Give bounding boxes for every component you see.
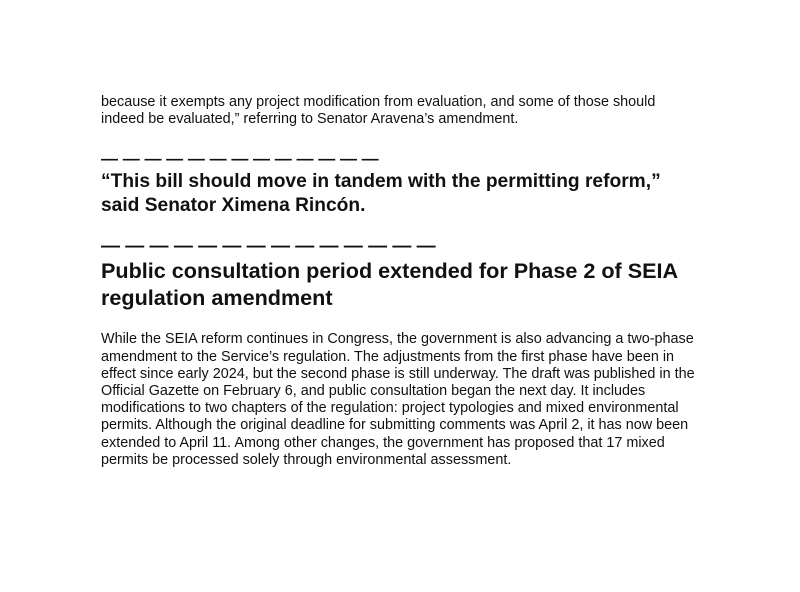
main-paragraph: While the SEIA reform continues in Congress, the government is also advancing a two-phase amendment to the Service’s regulation. The adjustments from the first phase have been in effect since early 2024, but the second phase is still underway. The draft was published in the Official Gazette on February 6, and public consultation began the next day. It includes modifications to two chapters of the regulation: project typologies and mixed environmental permits. Although the original deadline for submitting comments was April 2, it has now been extended to April 11. Among other changes, the government has proposed that 17 mixed permits be processed solely through environmental assessment. xyxy=(101,331,695,468)
pull-quote: “This bill should move in tandem with the permitting reform,” said Senator Ximena Rincón. xyxy=(101,171,661,216)
section-heading: Public consultation period extended for Phase 2 of SEIA regulation amendment xyxy=(101,258,678,311)
section-divider: — — — — — — — — — — — — — — xyxy=(101,236,436,258)
section-divider: — — — — — — — — — — — — — xyxy=(101,149,379,169)
article-page xyxy=(101,94,701,469)
intro-paragraph: because it exempts any project modification from evaluation, and some of those should indeed be evaluated,” referring to Senator Aravena’s amendment. xyxy=(101,94,656,128)
